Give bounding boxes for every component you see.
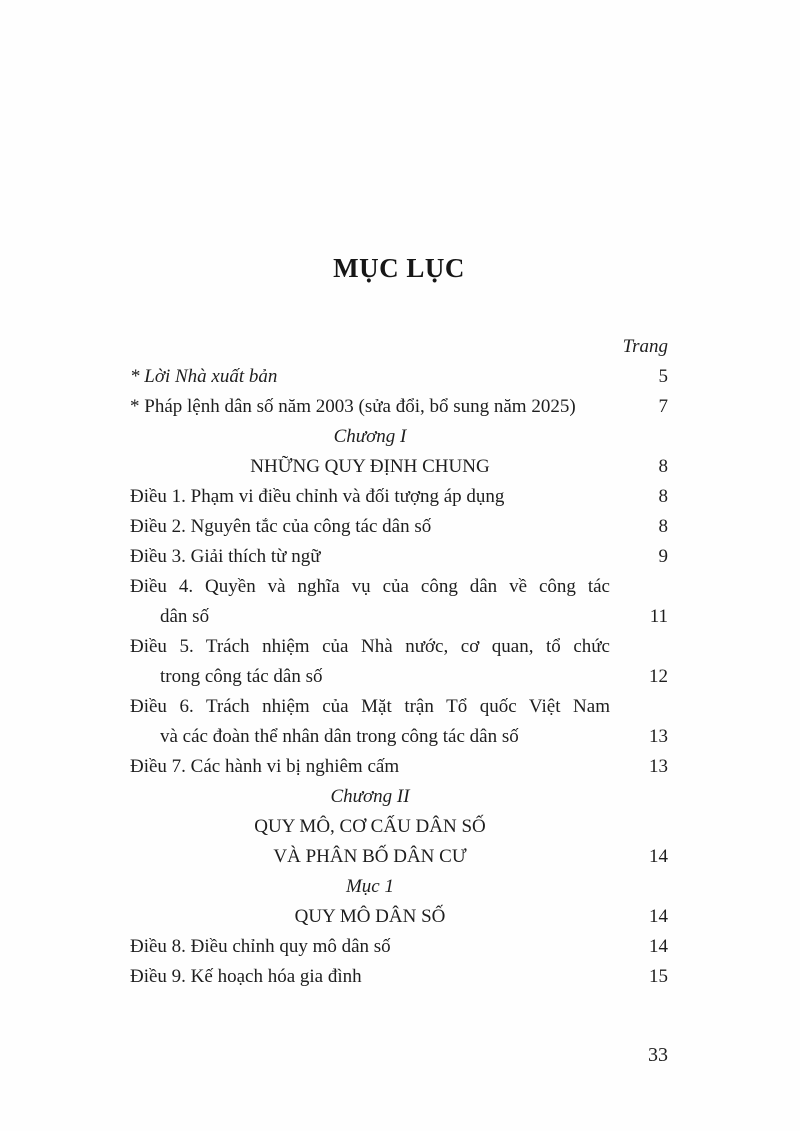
toc-entry-text: Chương I <box>333 426 407 447</box>
toc-entry-text: Điều 4. Quyền và nghĩa vụ của công dân về công tác <box>130 576 610 597</box>
toc-row <box>130 812 668 842</box>
toc-row <box>130 692 668 722</box>
toc-row <box>130 662 668 692</box>
toc-row <box>130 962 668 992</box>
toc-row <box>130 842 668 872</box>
toc-page-number: 8 <box>658 486 668 507</box>
toc-row <box>130 602 668 632</box>
toc-page-number: 13 <box>649 726 668 747</box>
toc-row <box>130 482 668 512</box>
toc-page-number: 5 <box>658 366 668 387</box>
toc-page-number <box>610 782 668 812</box>
toc-entry-text: Điều 6. Trách nhiệm của Mặt trận Tổ quốc Việt Nam <box>130 696 610 717</box>
toc-page-number: 14 <box>649 906 668 927</box>
toc-row <box>130 632 668 662</box>
toc-entry-text: * Lời Nhà xuất bản <box>130 366 278 387</box>
toc-page-number: 13 <box>649 756 668 777</box>
toc-entry-text: VÀ PHÂN BỐ DÂN CƯ <box>273 846 467 867</box>
toc-row <box>130 362 668 392</box>
toc-entry-text: Điều 5. Trách nhiệm của Nhà nước, cơ quan, tổ chức <box>130 636 610 657</box>
toc-row <box>130 902 668 932</box>
toc-entry-text: Điều 9. Kế hoạch hóa gia đình <box>130 966 362 987</box>
toc-row <box>130 872 668 902</box>
toc-row <box>130 512 668 542</box>
toc-list <box>130 362 668 992</box>
toc-entry-text: Mục 1 <box>345 876 394 897</box>
toc-row <box>130 752 668 782</box>
toc-page-number: 14 <box>649 936 668 957</box>
toc-row <box>130 932 668 962</box>
toc-row <box>130 392 668 422</box>
folio-page-number: 33 <box>648 1044 668 1066</box>
toc-page-number: 8 <box>658 516 668 537</box>
toc-entry-text: Điều 3. Giải thích từ ngữ <box>130 546 321 567</box>
toc-page-number <box>610 812 668 842</box>
toc-row <box>130 782 668 812</box>
toc-page-number: 8 <box>658 456 668 477</box>
toc-entry-text: Điều 2. Nguyên tắc của công tác dân số <box>130 516 432 537</box>
toc-row <box>130 452 668 482</box>
toc-page-number: 15 <box>649 966 668 987</box>
toc-entry-text: Điều 8. Điều chỉnh quy mô dân số <box>130 936 391 957</box>
toc-entry-text: dân số <box>160 606 210 627</box>
toc-entry-text: Điều 1. Phạm vi điều chỉnh và đối tượng áp dụng <box>130 486 505 507</box>
page-column-header: Trang <box>622 336 668 357</box>
toc-entry-text: NHỮNG QUY ĐỊNH CHUNG <box>250 456 490 477</box>
toc-page-number <box>610 572 668 602</box>
toc-entry-text: và các đoàn thể nhân dân trong công tác dân số <box>160 726 519 747</box>
toc-row <box>130 572 668 602</box>
toc-entry-text: Điều 7. Các hành vi bị nghiêm cấm <box>130 756 400 777</box>
toc-row <box>130 542 668 572</box>
toc-entry-text: * Pháp lệnh dân số năm 2003 (sửa đổi, bổ sung năm 2025) <box>130 396 576 417</box>
toc-page-number: 12 <box>649 666 668 687</box>
toc-page-number: 7 <box>658 396 668 417</box>
toc-page-number <box>610 632 668 662</box>
toc-page-number <box>610 692 668 722</box>
toc-entry-text: trong công tác dân số <box>160 666 323 687</box>
toc-page-number: 11 <box>649 606 668 627</box>
toc-entry-text: Chương II <box>330 786 410 807</box>
toc-row <box>130 722 668 752</box>
page-title: MỤC LỤC <box>333 253 465 283</box>
toc-row <box>130 422 668 452</box>
toc-page-number <box>610 422 668 452</box>
toc-page-number: 9 <box>658 546 668 567</box>
toc-page-number <box>610 872 668 902</box>
toc-entry-text: QUY MÔ, CƠ CẤU DÂN SỐ <box>254 816 486 837</box>
toc-page-number: 14 <box>649 846 668 867</box>
toc-entry-text: QUY MÔ DÂN SỐ <box>294 906 446 927</box>
